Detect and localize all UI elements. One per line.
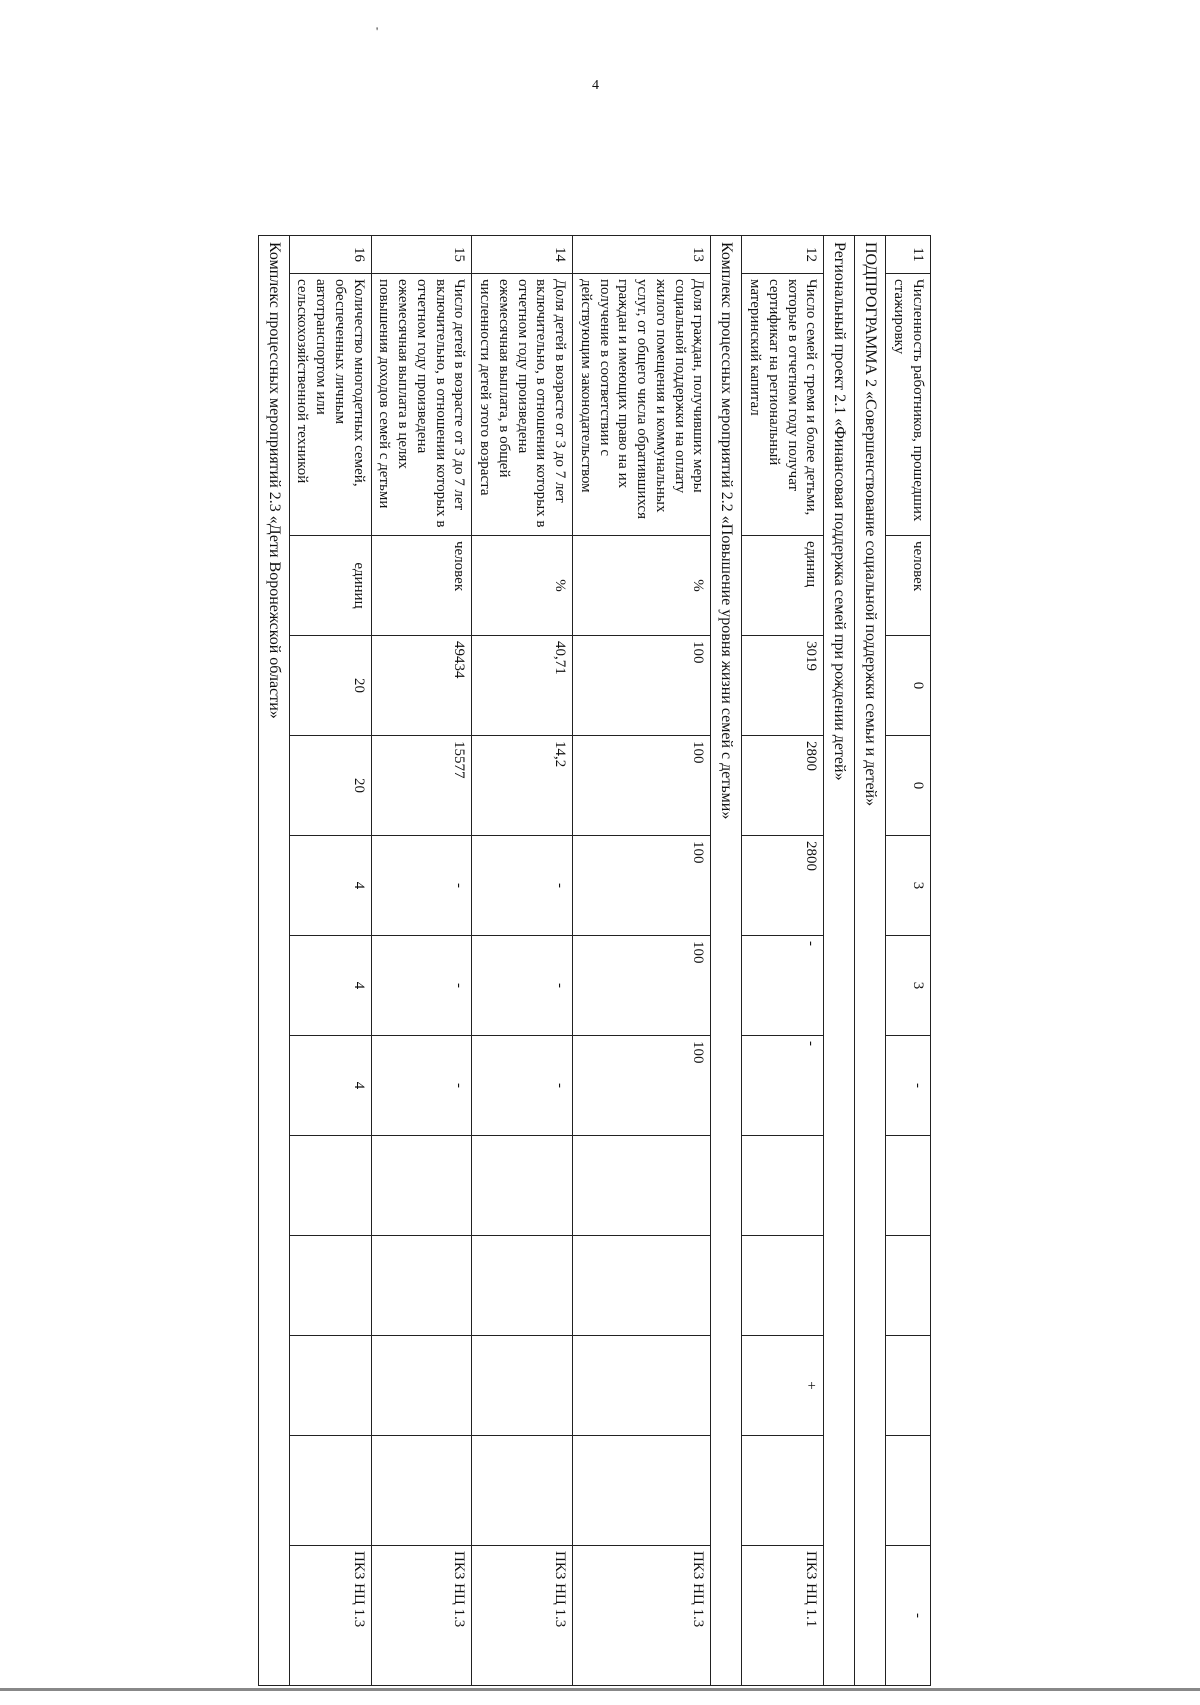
value-cell: -: [886, 1036, 931, 1136]
indicator-name: Доля граждан, получивших меры социальной поддержки на оплату жилого помещения и коммунальных услуг, от общего числа обратившихся граждан и имеющих право на их получение в соответствии с действующим законодательством: [573, 274, 711, 536]
row-number: 11: [886, 236, 931, 274]
table-row: [573, 236, 711, 1686]
value-cell: 3: [886, 936, 931, 1036]
value-cell: [472, 1136, 573, 1236]
value-cell: [371, 1336, 472, 1436]
section-title: Комплекс процессных мероприятий 2.3 «Дети Воронежской области»: [258, 236, 289, 1686]
table-row: [472, 236, 573, 1686]
value-cell: [472, 1336, 573, 1436]
row-number: 13: [573, 236, 711, 274]
basis-cell: -: [886, 1546, 931, 1686]
value-cell: [886, 1336, 931, 1436]
value-cell: 0: [886, 736, 931, 836]
value-cell: 100: [573, 936, 711, 1036]
basis-cell: ПКЗ НЦ 1.3: [573, 1546, 711, 1686]
value-cell: 4: [289, 936, 371, 1036]
row-number: 16: [289, 236, 371, 274]
value-cell: -: [371, 1036, 472, 1136]
value-cell: -: [371, 836, 472, 936]
value-cell: 100: [573, 1036, 711, 1136]
value-cell: +: [742, 1336, 824, 1436]
value-cell: -: [742, 936, 824, 1036]
value-cell: -: [472, 936, 573, 1036]
value-cell: 4: [289, 836, 371, 936]
indicator-unit: %: [573, 536, 711, 636]
value-cell: [289, 1136, 371, 1236]
value-cell: [371, 1236, 472, 1336]
value-cell: [742, 1236, 824, 1336]
value-cell: [886, 1236, 931, 1336]
indicator-unit: единиц: [742, 536, 824, 636]
indicator-unit: единиц: [289, 536, 371, 636]
basis-cell: ПКЗ НЦ 1.1: [742, 1546, 824, 1686]
row-number: 12: [742, 236, 824, 274]
value-cell: 100: [573, 736, 711, 836]
value-cell: [289, 1236, 371, 1336]
value-cell: 3: [886, 836, 931, 936]
value-cell: 0: [886, 636, 931, 736]
section-row: [258, 236, 289, 1686]
indicator-name: Количество многодетных семей, обеспеченных личным автотранспортом или сельскохозяйственной техникой: [289, 274, 371, 536]
indicator-name: Численность работников, прошедших стажировку: [886, 274, 931, 536]
basis-cell: ПКЗ НЦ 1.3: [472, 1546, 573, 1686]
value-cell: [472, 1236, 573, 1336]
value-cell: -: [742, 1036, 824, 1136]
value-cell: 4: [289, 1036, 371, 1136]
value-cell: [886, 1436, 931, 1546]
value-cell: [742, 1136, 824, 1236]
section-title: Комплекс процессных мероприятий 2.2 «Повышение уровня жизни семей с детьми»: [711, 236, 742, 1686]
value-cell: [472, 1436, 573, 1546]
page-number: 4: [592, 78, 599, 93]
value-cell: 2800: [742, 736, 824, 836]
value-cell: 2800: [742, 836, 824, 936]
value-cell: 49434: [371, 636, 472, 736]
section-row: [711, 236, 742, 1686]
value-cell: [371, 1136, 472, 1236]
basis-cell: ПКЗ НЦ 1.3: [289, 1546, 371, 1686]
section-row: [824, 236, 855, 1686]
value-cell: 100: [573, 836, 711, 936]
value-cell: 3019: [742, 636, 824, 736]
value-cell: [289, 1436, 371, 1546]
indicator-unit: человек: [371, 536, 472, 636]
value-cell: -: [472, 836, 573, 936]
table-row: [886, 236, 931, 1686]
value-cell: [289, 1336, 371, 1436]
indicator-unit: %: [472, 536, 573, 636]
value-cell: [371, 1436, 472, 1546]
indicator-unit: человек: [886, 536, 931, 636]
table-row: [371, 236, 472, 1686]
row-number: 15: [371, 236, 472, 274]
value-cell: [886, 1136, 931, 1236]
basis-cell: ПКЗ НЦ 1.3: [371, 1546, 472, 1686]
indicators-table: [258, 235, 931, 1686]
value-cell: -: [371, 936, 472, 1036]
scan-edge-line: [0, 1688, 1200, 1691]
value-cell: 15577: [371, 736, 472, 836]
value-cell: 14,2: [472, 736, 573, 836]
value-cell: [742, 1436, 824, 1546]
value-cell: [573, 1336, 711, 1436]
section-title: Региональный проект 2.1 «Финансовая поддержка семей при рождении детей»: [824, 236, 855, 1686]
value-cell: [573, 1236, 711, 1336]
indicator-name: Доля детей в возрасте от 3 до 7 лет включительно, в отношении которых в отчетном году произведена ежемесячная выплата, в общей численности детей этого возраста: [472, 274, 573, 536]
indicator-name: Число детей в возрасте от 3 до 7 лет включительно, в отношении которых в отчетном году произведена ежемесячная выплата в целях повышения доходов семей с детьми: [371, 274, 472, 536]
value-cell: 40,71: [472, 636, 573, 736]
indicator-name: Число семей с тремя и более детьми, которые в отчетном году получат сертификат на региональный материнский капитал: [742, 274, 824, 536]
scan-mark: ': [376, 24, 379, 38]
value-cell: -: [472, 1036, 573, 1136]
table-row: [742, 236, 824, 1686]
row-number: 14: [472, 236, 573, 274]
value-cell: [573, 1436, 711, 1546]
value-cell: 20: [289, 736, 371, 836]
indicators-table-rotated: [0, 235, 931, 1705]
section-title: ПОДПРОГРАММА 2 «Совершенствование социальной поддержки семьи и детей»: [855, 236, 886, 1686]
section-row: [855, 236, 886, 1686]
value-cell: [573, 1136, 711, 1236]
value-cell: 100: [573, 636, 711, 736]
table-row: [289, 236, 371, 1686]
value-cell: 20: [289, 636, 371, 736]
